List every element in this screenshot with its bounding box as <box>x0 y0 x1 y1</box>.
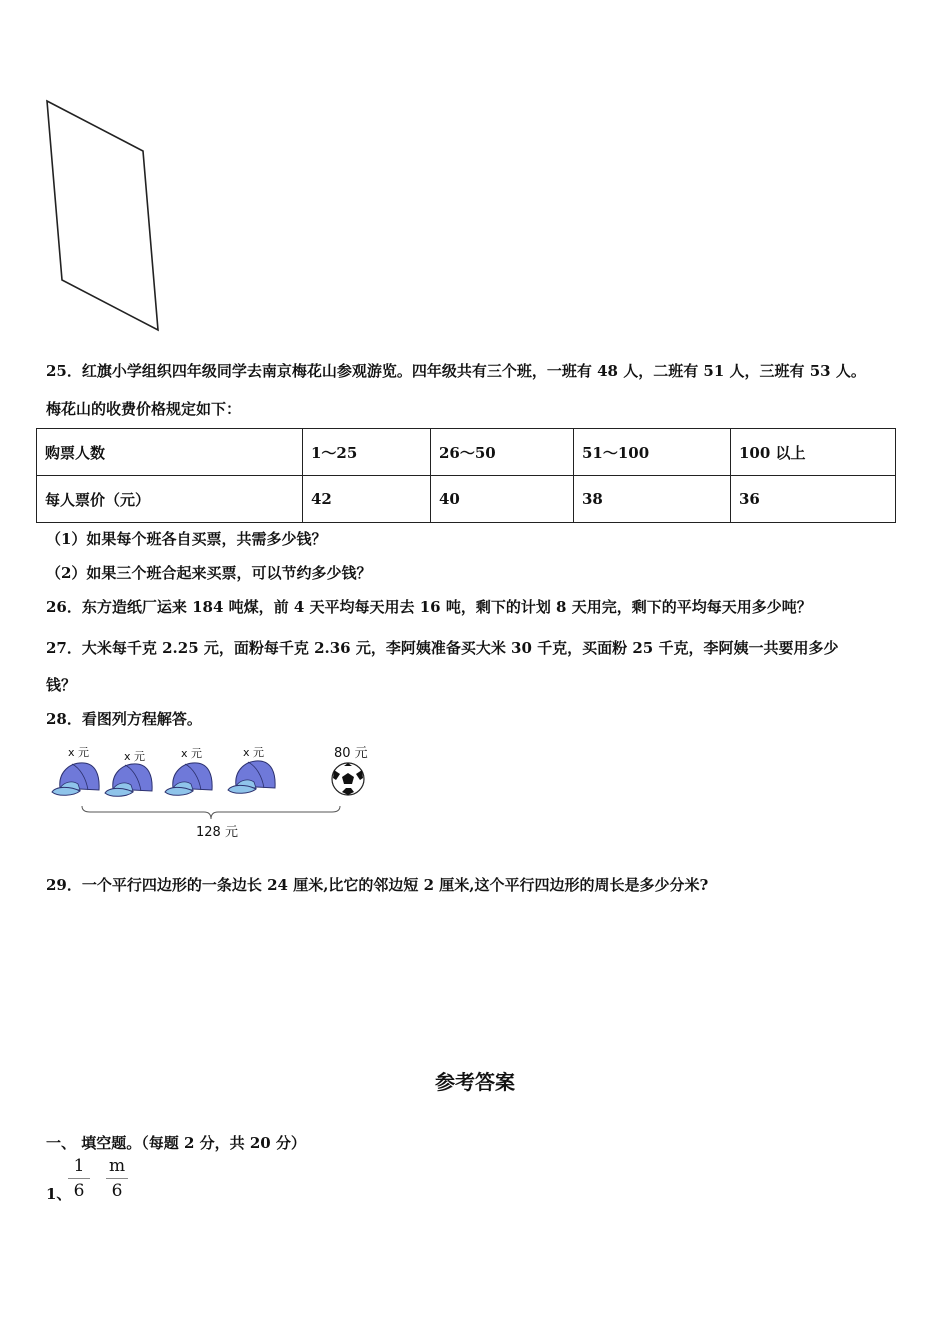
answers-title: 参考答案 <box>435 1070 515 1094</box>
answers-section1: 一、 填空题。（每题 2 分，共 20 分） <box>46 1134 306 1152</box>
table-cell: 51～100 <box>574 429 731 476</box>
hat-icon <box>165 763 212 795</box>
table-cell: 购票人数 <box>37 429 303 476</box>
q27-line2: 钱？ <box>46 676 77 694</box>
fraction-numerator: 1 <box>73 1156 85 1176</box>
q26-text: 26．东方造纸厂运来 184 吨煤，前 4 天平均每天用去 16 吨，剩下的计划 8 天用完，剩下的平均每天用多少吨？ <box>46 598 812 616</box>
q25-line2: 梅花山的收费价格规定如下： <box>46 400 242 418</box>
hat-price-label: x 元 <box>181 747 203 760</box>
table-cell: 42 <box>303 476 431 523</box>
fraction-numerator: m <box>108 1156 126 1176</box>
answer-fraction <box>68 1156 90 1201</box>
soccer-ball-icon <box>332 763 364 795</box>
hat-icon <box>52 763 99 795</box>
parallelogram-figure <box>40 95 170 340</box>
q27-line1: 27．大米每千克 2.25 元，面粉每千克 2.36 元，李阿姨准备买大米 30 千克，买面粉 25 千克，李阿姨一共要用多少 <box>46 639 839 657</box>
table-cell: 100 以上 <box>731 429 896 476</box>
hat-price-label: x 元 <box>243 746 265 759</box>
q25-sub1: （1）如果每个班各自买票，共需多少钱？ <box>46 530 327 548</box>
ball-price-label: 80 元 <box>334 746 368 761</box>
answer-fraction <box>106 1156 128 1201</box>
q25-line1: 25．红旗小学组织四年级同学去南京梅花山参观游览。四年级共有三个班，一班有 48 人，二班有 51 人，三班有 53 人。 <box>46 362 866 380</box>
table-cell: 36 <box>731 476 896 523</box>
q29-text: 29．一个平行四边形的一条边长 24 厘米,比它的邻边短 2 厘米,这个平行四边形的周长是多少分米? <box>46 876 709 894</box>
answer-item-label: 1、 <box>46 1185 72 1203</box>
hat-icon <box>105 764 152 796</box>
table-cell: 40 <box>431 476 574 523</box>
hat-price-label: x 元 <box>124 750 146 763</box>
hat-icon <box>228 761 275 793</box>
q28-text: 28．看图列方程解答。 <box>46 710 202 728</box>
hats-and-ball-illustration <box>48 758 378 806</box>
fraction-denominator: 6 <box>111 1181 123 1201</box>
price-table <box>36 428 896 523</box>
fraction-denominator: 6 <box>73 1181 85 1201</box>
total-price-label: 128 元 <box>196 825 238 840</box>
table-cell: 每人票价（元） <box>37 476 303 523</box>
hat-price-label: x 元 <box>68 746 90 759</box>
table-cell: 26～50 <box>431 429 574 476</box>
table-cell: 1～25 <box>303 429 431 476</box>
table-row <box>37 429 896 476</box>
table-cell: 38 <box>574 476 731 523</box>
table-row <box>37 476 896 523</box>
q25-sub2: （2）如果三个班合起来买票，可以节约多少钱？ <box>46 564 372 582</box>
